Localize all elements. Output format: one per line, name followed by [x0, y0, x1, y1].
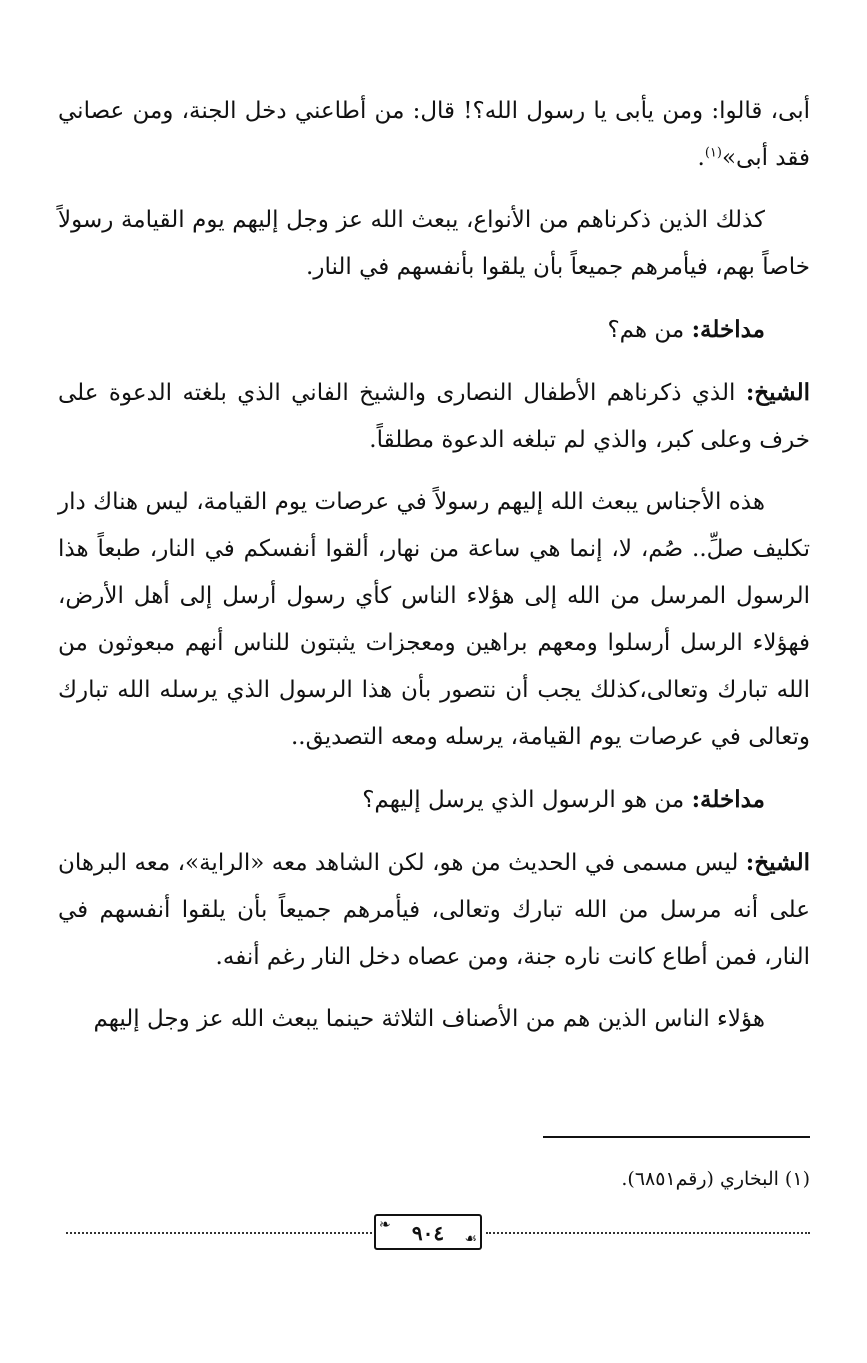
corner-ornament-icon: ❧	[379, 1217, 391, 1233]
paragraph-text: كذلك الذين ذكرناهم من الأنواع، يبعث الله عز وجل إليهم يوم القيامة رسولاً خاصاً بهم، فيأمرهم جميعاً بأن يلقوا بأنفسهم في النار.	[58, 207, 810, 280]
paragraph-7	[58, 839, 810, 981]
paragraph-1	[58, 88, 810, 182]
paragraph-8	[58, 996, 810, 1043]
paragraph-3	[58, 306, 810, 354]
paragraph-text: من هم؟	[607, 317, 685, 343]
paragraph-text: من هو الرسول الذي يرسل إليهم؟	[362, 787, 685, 813]
speaker-label: مداخلة:	[691, 786, 765, 813]
speaker-label: الشيخ:	[745, 379, 811, 406]
paragraph-2	[58, 197, 810, 291]
footnote-reference: (١)	[704, 145, 722, 161]
corner-ornament-icon: ☙	[464, 1231, 477, 1247]
paragraph-text: هؤلاء الناس الذين هم من الأصناف الثلاثة حينما يبعث الله عز وجل إليهم	[93, 1006, 765, 1032]
paragraph-4	[58, 369, 810, 464]
page-number: ٩٠٤	[411, 1221, 445, 1245]
paragraph-6	[58, 776, 810, 824]
paragraph-text: ليس مسمى في الحديث من هو، لكن الشاهد معه «الراية»، معه البرهان على أنه مرسل من الله تبارك وتعالى، فيأمرهم جميعاً بأن يلقوا أنفسهم في النار، فمن أطاع كانت ناره جنة، ومن عصاه دخل النار رغم أنفه.	[58, 850, 810, 970]
footer-dotted-line-right	[486, 1232, 810, 1234]
main-text	[58, 88, 810, 1058]
footnote-divider	[543, 1136, 810, 1138]
footer-dotted-line-left	[66, 1232, 372, 1234]
paragraph-text: هذه الأجناس يبعث الله إليهم رسولاً في عرصات يوم القيامة، ليس هناك دار تكليف صلِّ.. صُم، لا، إنما هي ساعة من نهار، ألقوا أنفسكم في النار، طبعاً هذا الرسول المرسل من الله إلى هؤلاء الناس كأي رسول أرسل إلى أهل الأرض، فهؤلاء الرسل أرسلوا ومعهم براهين ومعجزات يثبتون للناس أنهم مبعوثون من الله تبارك وتعالى،كذلك يجب أن نتصور بأن هذا الرسول الذي يرسله الله تبارك وتعالى في عرصات يوم القيامة، يرسله ومعه التصديق..	[58, 489, 811, 750]
speaker-label: الشيخ:	[745, 849, 810, 876]
paragraph-text: الذي ذكرناهم الأطفال النصارى والشيخ الفاني الذي بلغته الدعوة على خرف وعلى كبر، والذي لم تبلغه الدعوة مطلقاً.	[58, 380, 810, 453]
speaker-label: مداخلة:	[691, 316, 765, 343]
footnote: (١) البخاري (رقم٦٨٥١).	[621, 1168, 810, 1190]
page-number-frame	[374, 1214, 482, 1250]
paragraph-end-punctuation: .	[697, 145, 705, 171]
paragraph-5	[58, 479, 810, 761]
paragraph-text: أبى، قالوا: ومن يأبى يا رسول الله؟! قال: من أطاعني دخل الجنة، ومن عصاني فقد أبى»	[58, 98, 810, 171]
